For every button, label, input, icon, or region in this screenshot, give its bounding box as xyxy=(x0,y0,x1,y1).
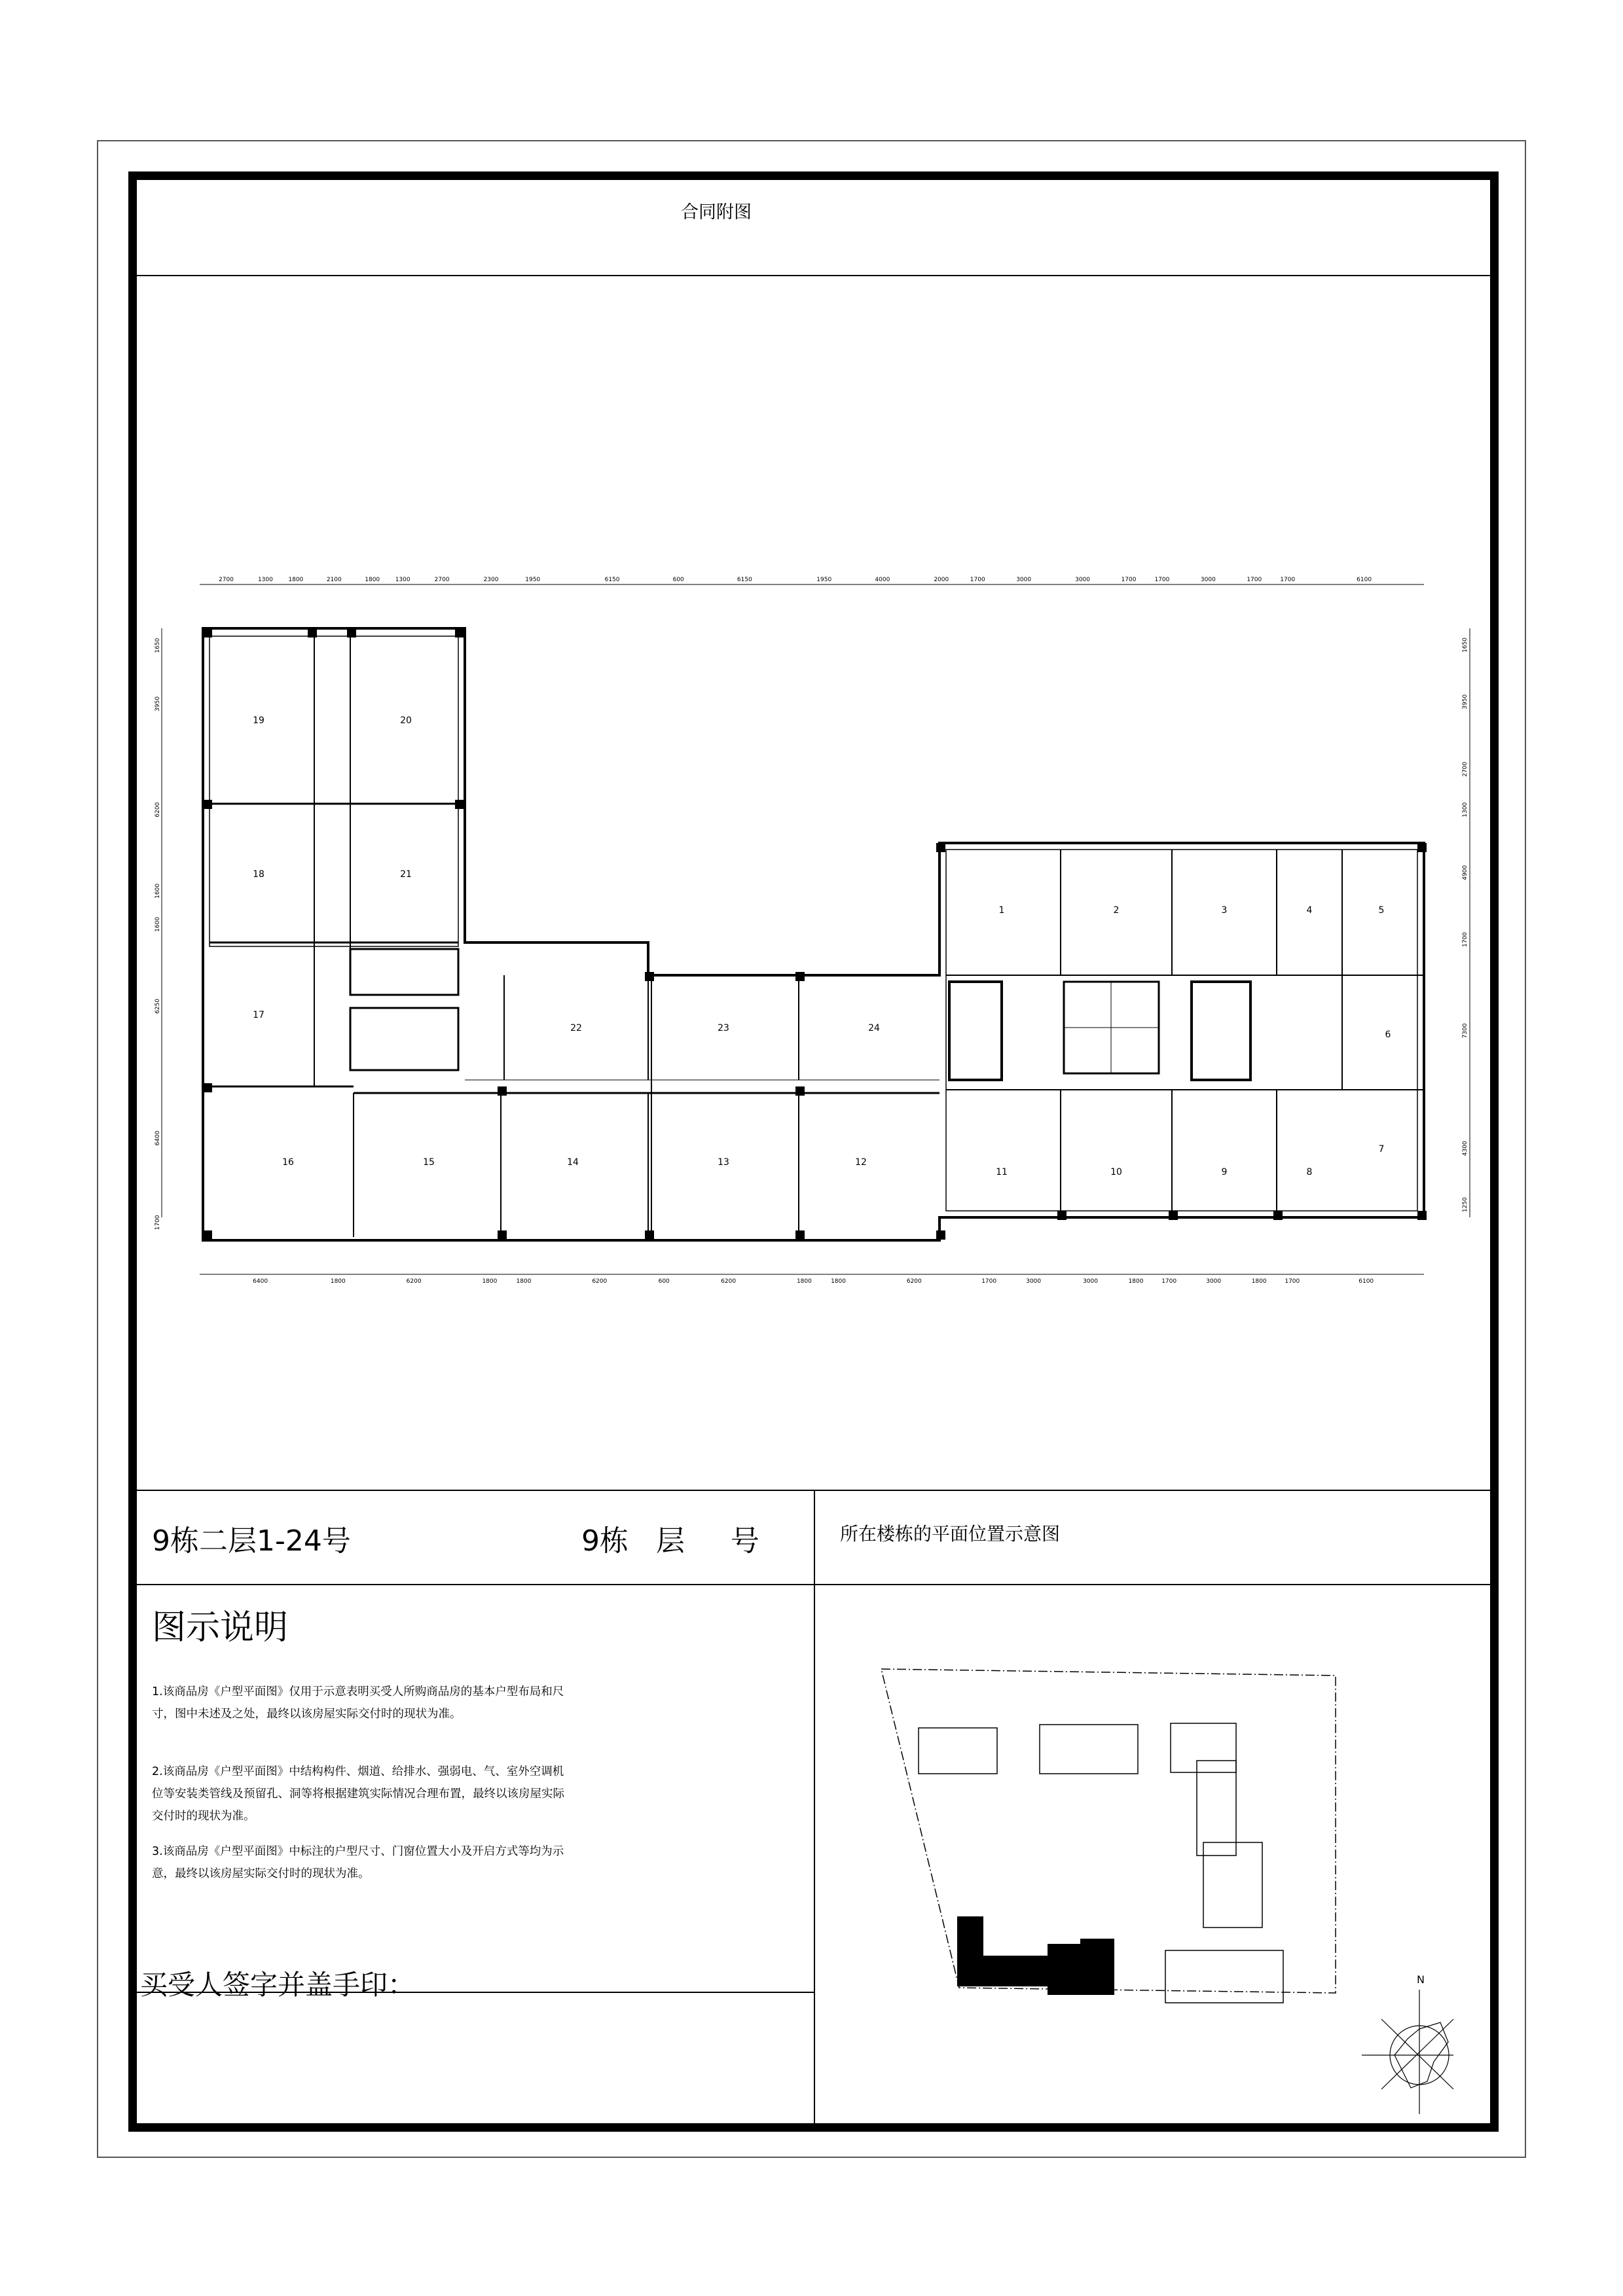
dimension-label: 2100 xyxy=(326,577,342,583)
dimension-label: 1700 xyxy=(1247,577,1262,583)
room-number: 21 xyxy=(400,869,412,880)
dimension-label: 1700 xyxy=(1121,577,1137,583)
site-map xyxy=(877,1662,1453,2114)
dimension-label: 1950 xyxy=(816,577,832,583)
dimension-label: 1300 xyxy=(1462,802,1468,817)
note-3: 3.该商品房《户型平面图》中标注的户型尺寸、门窗位置大小及开启方式等均为示意，最终以该房屋实际交付时的现状为准。 xyxy=(152,1845,564,1880)
dimension-label: 1800 xyxy=(365,577,380,583)
dimension-label: 4900 xyxy=(1462,865,1468,880)
room-number: 20 xyxy=(400,715,412,726)
dimension-label: 1950 xyxy=(525,577,541,583)
dimension-label: 4300 xyxy=(1462,1141,1468,1157)
dimension-label: 2700 xyxy=(434,577,450,583)
dimension-label: 1800 xyxy=(1251,1278,1267,1285)
room-number: 3 xyxy=(1221,905,1228,916)
dimension-label: 6250 xyxy=(155,998,161,1014)
dimension-label: 3000 xyxy=(1200,577,1216,583)
dimension-label: 1800 xyxy=(516,1278,532,1285)
dimension-label: 1800 xyxy=(288,577,304,583)
room-number: 16 xyxy=(282,1157,294,1168)
legend-title: 图示说明 xyxy=(152,1608,289,1647)
dimension-label: 1700 xyxy=(1161,1278,1177,1285)
dimension-label: 1700 xyxy=(1285,1278,1300,1285)
dimension-label: 2700 xyxy=(219,577,234,583)
dimension-label: 3000 xyxy=(1026,1278,1042,1285)
dimension-label: 6200 xyxy=(721,1278,737,1285)
site-map-title: 所在楼栋的平面位置示意图 xyxy=(840,1523,1061,1545)
north-label: N xyxy=(1417,1973,1425,1986)
room-number: 2 xyxy=(1113,905,1120,916)
dimension-label: 6400 xyxy=(155,1130,161,1146)
floor-plan xyxy=(155,563,1468,1302)
north-arrow-icon xyxy=(1362,1990,1453,2114)
dimension-label: 1700 xyxy=(1280,577,1296,583)
dimension-label: 3950 xyxy=(155,696,161,711)
dimension-label: 6150 xyxy=(604,577,620,583)
room-number: 1 xyxy=(998,905,1005,916)
dimension-label: 6150 xyxy=(737,577,752,583)
dimension-label: 1700 xyxy=(1154,577,1170,583)
dimension-label: 6400 xyxy=(253,1278,268,1285)
dimension-label: 1600 xyxy=(155,883,161,899)
dimension-label: 1250 xyxy=(1462,1197,1468,1213)
room-number: 13 xyxy=(718,1157,729,1168)
dimension-label: 1800 xyxy=(796,1278,812,1285)
room-number: 8 xyxy=(1306,1167,1313,1177)
dimension-label: 6100 xyxy=(1359,1278,1374,1285)
room-number: 22 xyxy=(570,1023,582,1033)
dimension-label: 1300 xyxy=(395,577,410,583)
dimension-label: 1800 xyxy=(831,1278,846,1285)
unit-label: 9栋二层1-24号 xyxy=(152,1524,351,1558)
dimension-label: 3000 xyxy=(1206,1278,1222,1285)
dimension-label: 1800 xyxy=(482,1278,498,1285)
dimension-label: 1700 xyxy=(981,1278,997,1285)
room-number: 12 xyxy=(855,1157,867,1168)
room-number: 19 xyxy=(253,715,264,726)
room-number: 18 xyxy=(253,869,264,880)
dimension-label: 600 xyxy=(672,577,684,583)
dimension-label: 3950 xyxy=(1462,694,1468,709)
dimension-label: 1700 xyxy=(970,577,985,583)
dimension-label: 2700 xyxy=(1462,761,1468,777)
note-1: 1.该商品房《户型平面图》仅用于示意表明买受人所购商品房的基本户型布局和尺寸，图中未述及之处，最终以该房屋实际交付时的现状为准。 xyxy=(152,1685,564,1721)
room-number: 11 xyxy=(996,1167,1008,1177)
room-number: 23 xyxy=(718,1023,729,1033)
dimension-label: 6200 xyxy=(406,1278,422,1285)
info-column-divider xyxy=(814,1490,815,2123)
room-number: 10 xyxy=(1110,1167,1122,1177)
dimension-label: 2300 xyxy=(483,577,499,583)
dimension-label: 1600 xyxy=(155,916,161,932)
dimension-label: 3000 xyxy=(1083,1278,1098,1285)
dimension-label: 600 xyxy=(658,1278,670,1285)
dimension-label: 6200 xyxy=(592,1278,608,1285)
dimension-label: 3000 xyxy=(1075,577,1091,583)
dimension-label: 1800 xyxy=(1128,1278,1144,1285)
dimension-label: 1800 xyxy=(330,1278,346,1285)
dimension-label: 6200 xyxy=(155,802,161,817)
dimension-label: 3000 xyxy=(1016,577,1032,583)
room-number: 17 xyxy=(253,1010,264,1020)
room-number: 9 xyxy=(1221,1167,1228,1177)
dimension-label: 1650 xyxy=(155,637,161,653)
room-number: 14 xyxy=(567,1157,579,1168)
building-floor-label: 9栋 层 号 xyxy=(581,1524,759,1558)
room-number: 5 xyxy=(1378,905,1385,916)
header-divider xyxy=(137,275,1490,276)
dimension-label: 1300 xyxy=(257,577,273,583)
dimension-label: 4000 xyxy=(875,577,890,583)
room-number: 24 xyxy=(868,1023,880,1033)
room-number: 7 xyxy=(1378,1144,1385,1155)
room-number: 6 xyxy=(1385,1030,1391,1040)
dimension-label: 7300 xyxy=(1462,1023,1468,1039)
signature-label: 买受人签字并盖手印： xyxy=(140,1969,416,2001)
note-2: 2.该商品房《户型平面图》中结构构件、烟道、给排水、强弱电、气、室外空调机位等安装类管线及预留孔、洞等将根据建筑实际情况合理布置，最终以该房屋实际交付时的现状为准。 xyxy=(152,1765,564,1823)
page-title: 合同附图 xyxy=(681,202,752,223)
dimension-label: 6100 xyxy=(1357,577,1372,583)
dimension-label: 2000 xyxy=(934,577,949,583)
dimension-label: 1700 xyxy=(1462,932,1468,948)
dimension-label: 1650 xyxy=(1462,637,1468,653)
dimension-label: 6200 xyxy=(906,1278,922,1285)
room-number: 15 xyxy=(423,1157,435,1168)
dimension-label: 1700 xyxy=(155,1215,161,1230)
building-9-highlight xyxy=(957,1916,1114,1995)
room-number: 4 xyxy=(1306,905,1313,916)
